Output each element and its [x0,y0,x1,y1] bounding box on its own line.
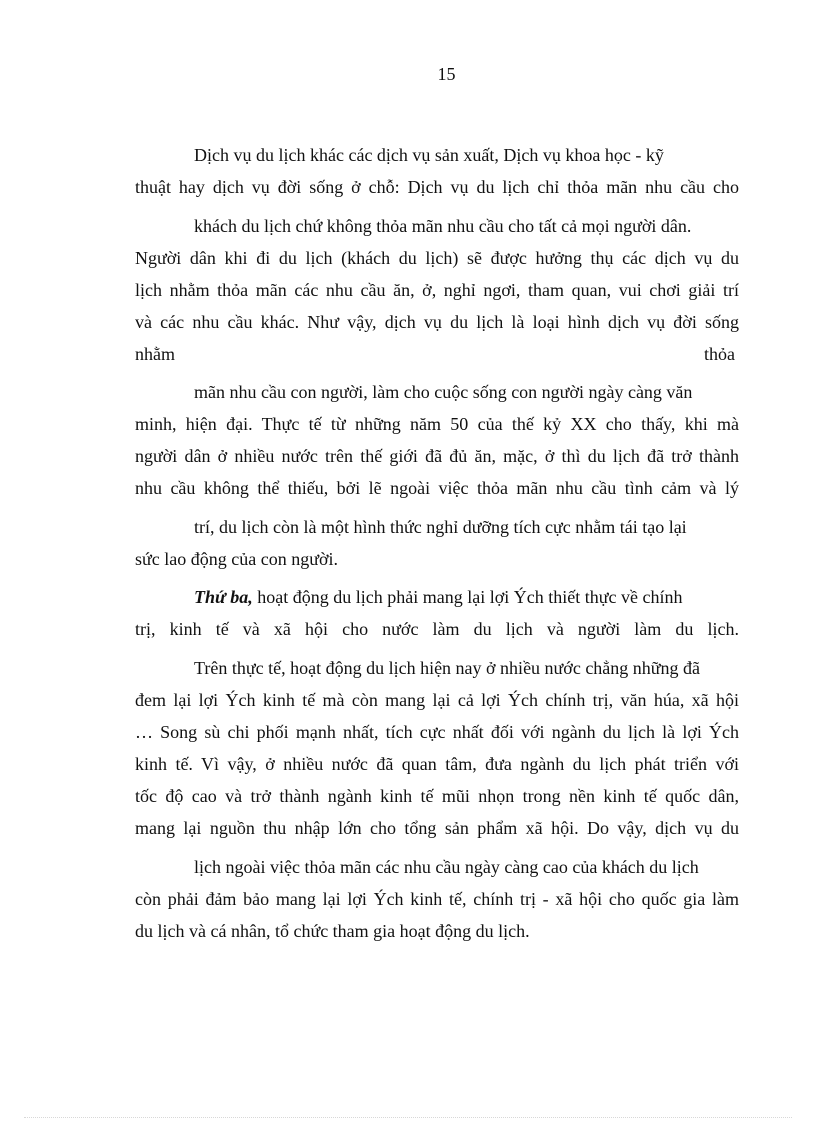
text-line: tốc độ cao và trở thành ngành kinh tế mũi nhọn trong nền kinh tế quốc dân, [135,786,739,806]
text-line: Trên thực tế, hoạt động du lịch hiện nay ở nhiều nước chẳng những đã [194,658,701,678]
text-line: người dân ở nhiều nước trên thế giới đã đủ ăn, mặc, ở thì du lịch đã trở thành [135,446,739,466]
text-line: trí, du lịch còn là một hình thức nghỉ dưỡng tích cực nhằm tái tạo lại [194,517,687,537]
text-line: mãn nhu cầu con người, làm cho cuộc sống con người ngày càng văn [194,382,693,402]
text-line: khách du lịch chứ không thỏa mãn nhu cầu cho tất cả mọi người dân. [194,216,692,236]
text-line: nhằm [135,344,175,364]
text-line: minh, hiện đại. Thực tế từ những năm 50 của thế kỷ XX cho thấy, khi mà [135,414,739,434]
text-line: kinh tế. Vì vậy, ở nhiều nước đã quan tâm, đưa ngành du lịch phát triển với [135,754,739,774]
text-line [194,585,739,609]
text-line: thỏa [704,344,735,364]
text-line: Dịch vụ du lịch khác các dịch vụ sản xuất, Dịch vụ khoa học - kỹ [194,145,664,165]
text-line: mang lại nguồn thu nhập lớn cho tổng sản phẩm xã hội. Do vậy, dịch vụ du [135,818,739,838]
emphasis-label: Thứ ba, [194,587,253,607]
text-line: du lịch và cá nhân, tổ chức tham gia hoạt động du lịch. [135,921,530,941]
page-number: 15 [437,64,456,84]
text-line: trị, kinh tế và xã hội cho nước làm du lịch và người làm du lịch. [135,619,739,639]
text-line: và các nhu cầu khác. Như vậy, dịch vụ du lịch là loại hình dịch vụ đời sống [135,312,739,332]
text-line: lịch ngoài việc thỏa mãn các nhu cầu ngày càng cao của khách du lịch [194,857,699,877]
text-span: hoạt động du lịch phải mang lại lợi Ých thiết thực về chính [252,587,683,607]
text-line: … Song sù chi phối mạnh nhất, tích cực nhất đối với ngành du lịch là lợi Ých [135,722,739,742]
text-line: thuật hay dịch vụ đời sống ở chỗ: Dịch vụ du lịch chỉ thỏa mãn nhu cầu cho [135,177,739,197]
text-line: lịch nhằm thỏa mãn các nhu cầu ăn, ở, nghỉ ngơi, tham quan, vui chơi giải trí [135,280,739,300]
text-line: nhu cầu không thể thiếu, bởi lẽ ngoài việc thỏa mãn nhu cầu tình cảm và lý [135,478,739,498]
text-line: còn phải đảm bảo mang lại lợi Ých kinh tế, chính trị - xã hội cho quốc gia làm [135,889,739,909]
page-bottom-divider [24,1117,792,1118]
text-line: sức lao động của con người. [135,549,338,569]
text-line: đem lại lợi Ých kinh tế mà còn mang lại cả lợi Ých chính trị, văn húa, xã hội [135,690,739,710]
text-line: Người dân khi đi du lịch (khách du lịch) sẽ được hưởng thụ các dịch vụ du [135,248,739,268]
